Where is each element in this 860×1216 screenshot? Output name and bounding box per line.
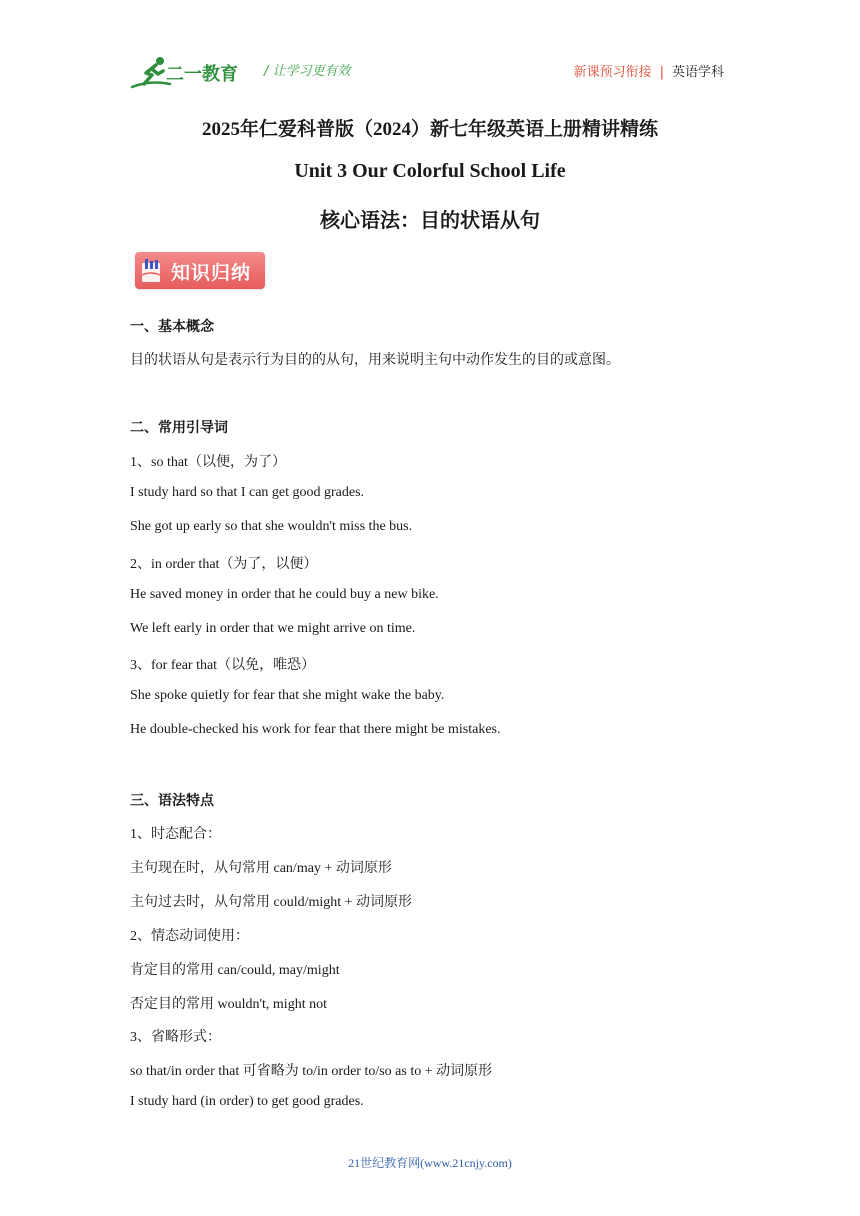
- paragraph: 目的状语从句是表示行为目的的从句，用来说明主句中动作发生的目的或意图。: [130, 353, 620, 368]
- text-line: 3、for fear that（以免，唯恐）: [130, 658, 316, 673]
- header-right: [574, 61, 724, 80]
- text-line: 否定目的常用 wouldn't, might not: [130, 997, 327, 1012]
- book-icon: [139, 257, 163, 284]
- header-subject-label: 英语学科: [671, 65, 724, 80]
- text-line: I study hard (in order) to get good grades.: [130, 1094, 364, 1109]
- text-line: 肯定目的常用 can/could, may/might: [130, 963, 340, 978]
- page-header: [130, 56, 724, 92]
- topic-title: 核心语法：目的状语从句: [320, 210, 540, 232]
- text-line: We left early in order that we might arrive on time.: [130, 621, 416, 636]
- knowledge-summary-badge: [135, 252, 265, 289]
- badge-label: 知识归纳: [171, 262, 252, 284]
- runner-logo-icon: [130, 56, 248, 90]
- unit-title: Unit 3 Our Colorful School Life: [294, 160, 566, 182]
- logo-text: 二一教育: [166, 64, 238, 85]
- text-line: 2、情态动词使用：: [130, 929, 249, 944]
- text-line: She got up early so that she wouldn't miss the bus.: [130, 519, 413, 534]
- header-preview-label: 新课预习衔接: [573, 65, 652, 80]
- section-heading: 三、语法特点: [130, 794, 214, 809]
- text-line: She spoke quietly for fear that she might wake the baby.: [130, 688, 445, 703]
- brand-logo: [130, 56, 248, 90]
- text-line: 3、省略形式：: [130, 1030, 221, 1045]
- header-slogan: / 让学习更有效: [264, 64, 351, 79]
- text-line: so that/in order that 可省略为 to/in order to/so as to + 动词原形: [130, 1064, 493, 1079]
- section-heading: 二、常用引导词: [130, 421, 228, 436]
- text-line: 1、时态配合：: [130, 827, 221, 842]
- text-line: 1、so that（以便，为了）: [130, 455, 286, 470]
- text-line: He saved money in order that he could buy a new bike.: [130, 587, 439, 602]
- header-separator: |: [659, 65, 664, 80]
- text-line: 主句过去时，从句常用 could/might + 动词原形: [130, 895, 413, 910]
- text-line: 主句现在时，从句常用 can/may + 动词原形: [130, 861, 392, 876]
- text-line: 2、in order that（为了，以便）: [130, 557, 318, 572]
- section-heading: 一、基本概念: [130, 320, 214, 335]
- page-title: 2025年仁爱科普版（2024）新七年级英语上册精讲精练: [201, 119, 658, 140]
- text-line: He double-checked his work for fear that there might be mistakes.: [130, 722, 501, 737]
- text-line: I study hard so that I can get good grades.: [130, 485, 365, 500]
- page-footer[interactable]: 21世纪教育网(www.21cnjy.com): [348, 1156, 512, 1170]
